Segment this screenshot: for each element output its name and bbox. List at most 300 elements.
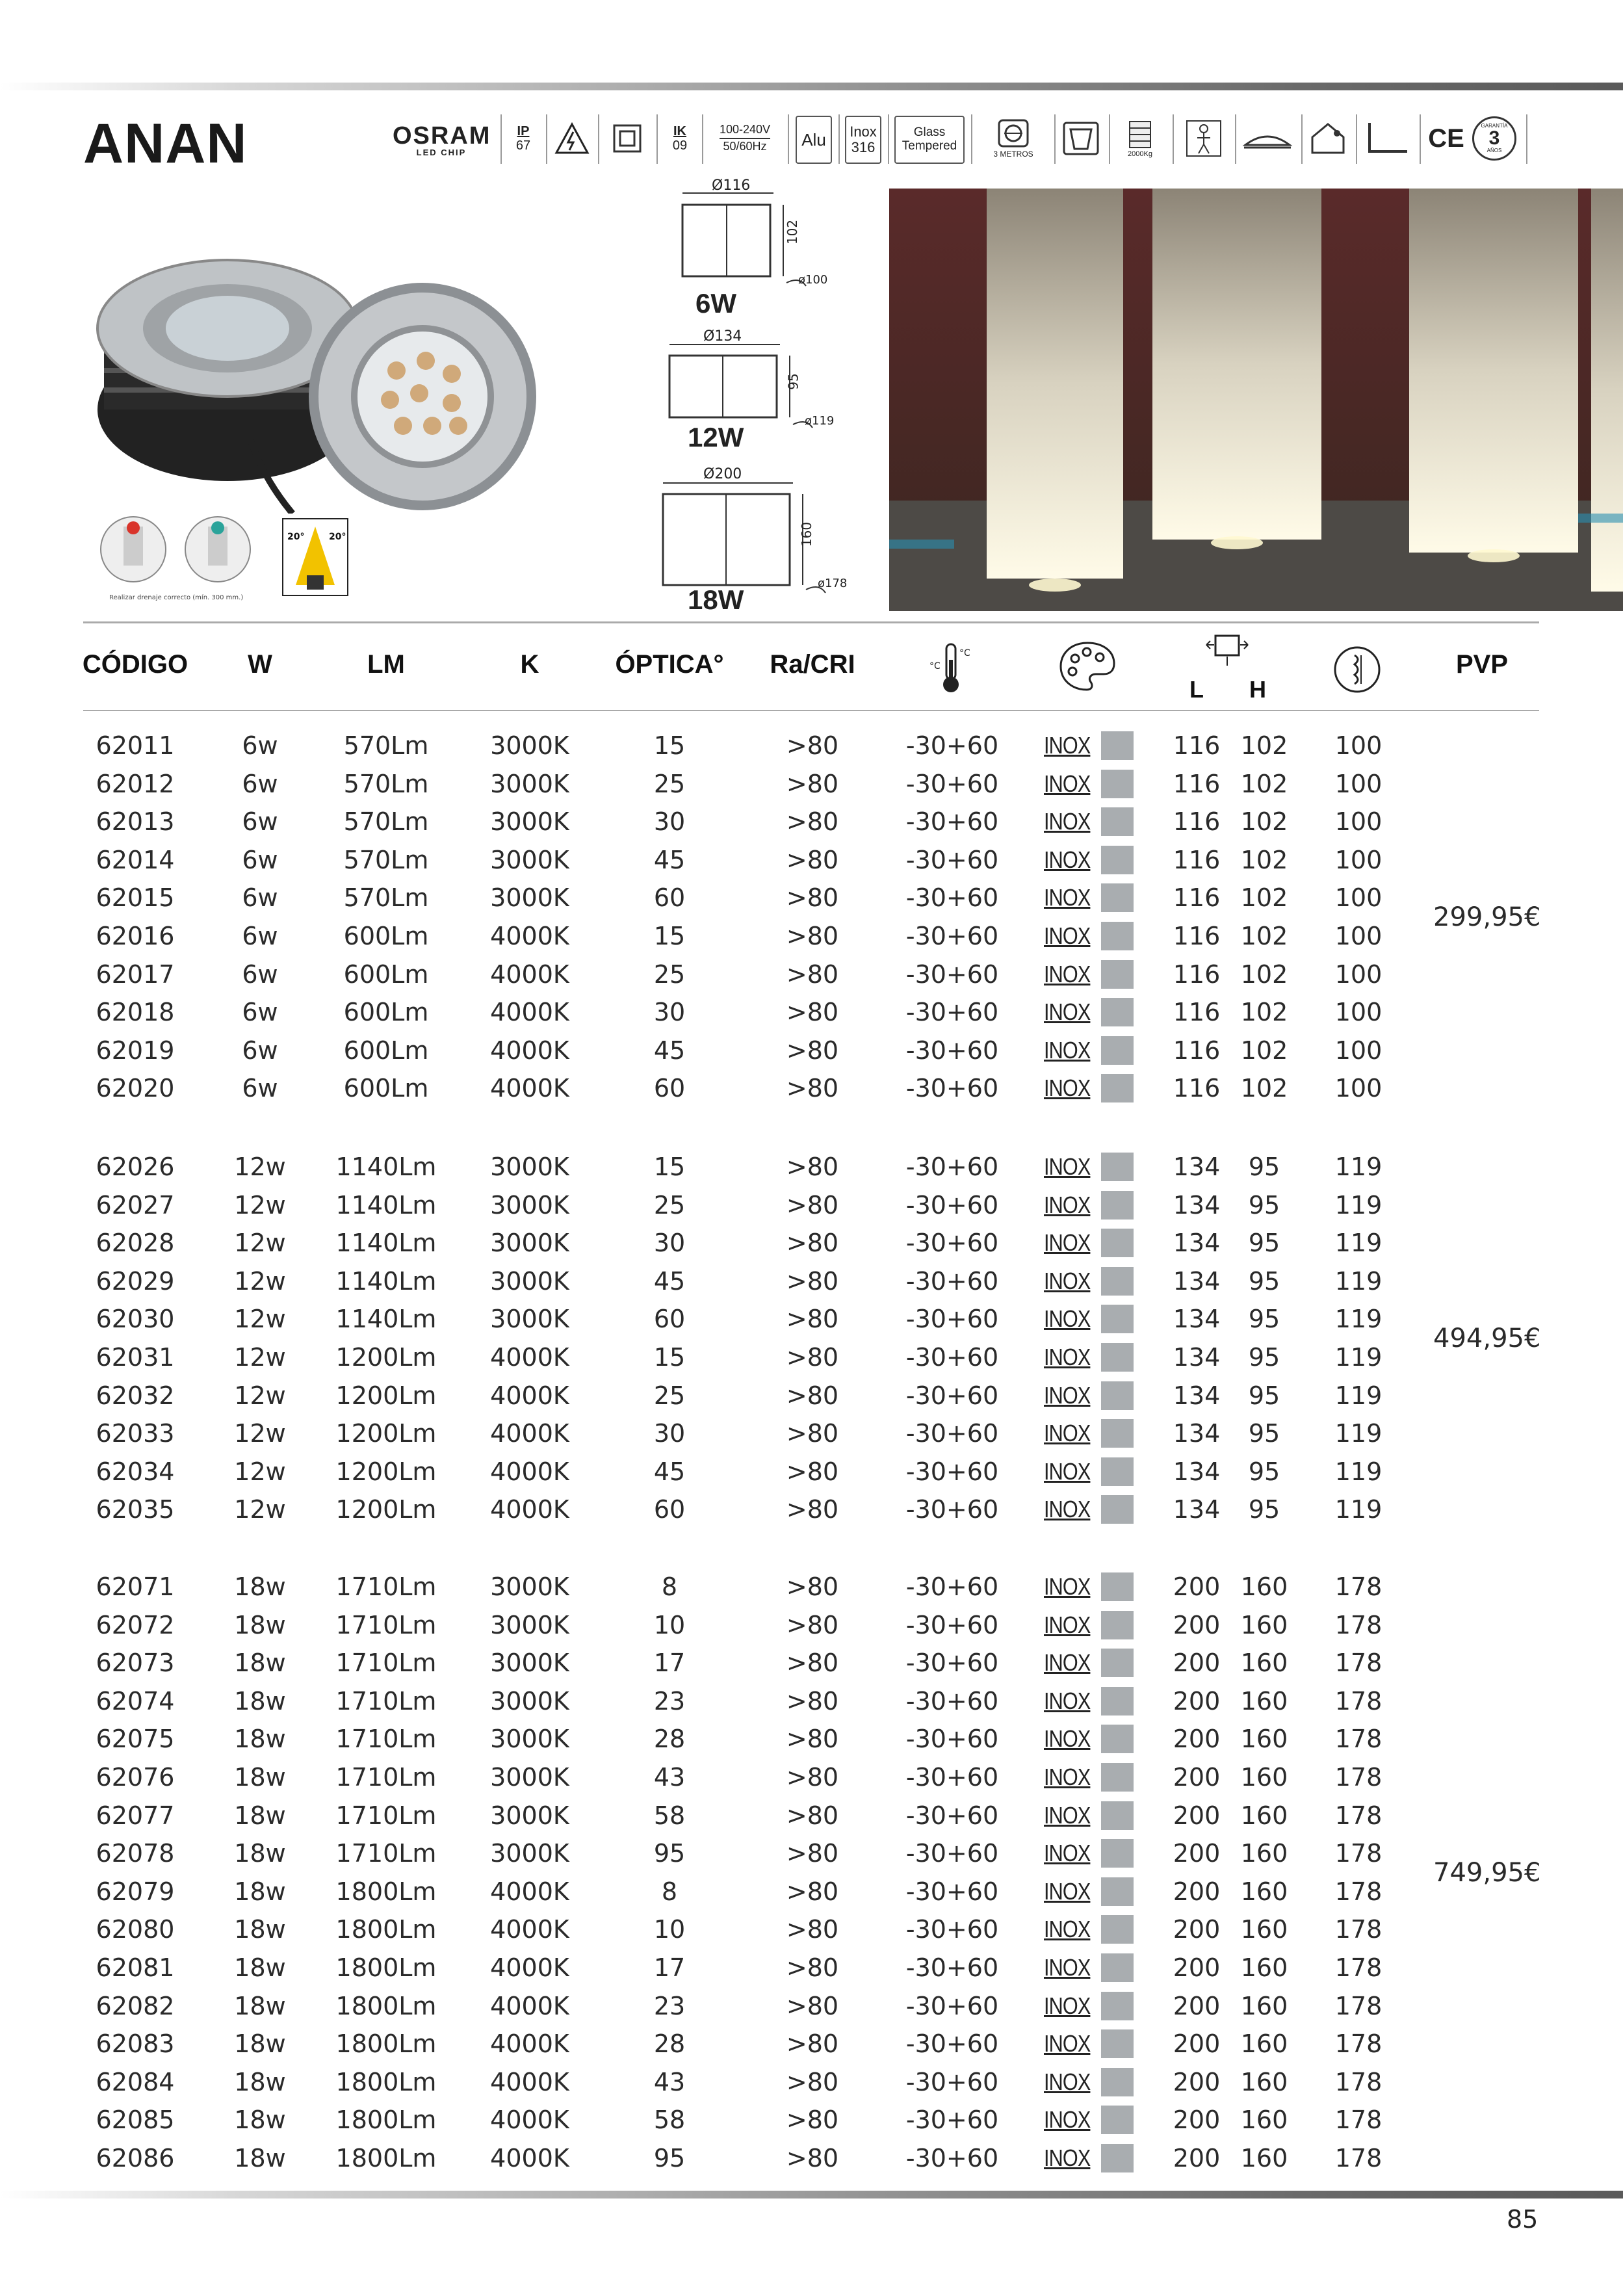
finish-label: INOX [1044, 1725, 1091, 1753]
cell-height: 160 [1240, 1877, 1288, 1906]
cell-kelvin: 3000K [490, 1649, 569, 1678]
cell-code: 62033 [96, 1419, 175, 1448]
cell-optic: 28 [653, 1725, 686, 1754]
cell-cri: >80 [786, 1343, 839, 1372]
finish-label: INOX [1044, 1381, 1091, 1409]
cell-temp-range: -30+60 [905, 1801, 999, 1830]
cell-cri: >80 [786, 769, 839, 798]
icon-separator [598, 114, 599, 164]
cell-length: 134 [1173, 1305, 1221, 1334]
cell-lumens: 570Lm [343, 807, 429, 837]
cell-optic: 15 [653, 731, 686, 760]
cell-power: 18w [234, 1991, 286, 2020]
cell-lumens: 1140Lm [335, 1305, 437, 1334]
col-header-l: L [1189, 676, 1204, 703]
cell-power: 18w [234, 1572, 286, 1601]
cell-code: 62032 [96, 1381, 175, 1410]
finish-cell [1044, 960, 1134, 989]
finish-swatch [1101, 883, 1134, 912]
finish-swatch [1101, 1229, 1134, 1257]
cell-code: 62083 [96, 2029, 175, 2059]
cell-temp-range: -30+60 [905, 1153, 999, 1181]
finish-swatch [1101, 1419, 1134, 1448]
cell-lumens: 1710Lm [335, 1572, 437, 1601]
cell-lumens: 1140Lm [335, 1229, 437, 1258]
finish-cell [1044, 1649, 1134, 1677]
icon-separator [656, 114, 658, 164]
finish-swatch [1101, 1839, 1134, 1868]
cell-cutout: 178 [1334, 1877, 1383, 1906]
icon-separator [971, 114, 972, 164]
cell-code: 62017 [96, 959, 175, 989]
cell-length: 116 [1173, 959, 1221, 989]
finish-label: INOX [1044, 1916, 1091, 1943]
cell-height: 102 [1240, 959, 1288, 989]
cell-height: 102 [1240, 731, 1288, 760]
recessed-housing-icon [1059, 116, 1102, 161]
cell-temp-range: -30+60 [905, 1305, 999, 1334]
cell-cutout: 100 [1334, 922, 1383, 950]
finish-swatch [1101, 2029, 1134, 2058]
cell-cri: >80 [786, 845, 839, 874]
icon-separator [1109, 114, 1110, 164]
finish-cell [1044, 1687, 1134, 1715]
palette-icon [1058, 640, 1117, 695]
cell-optic: 25 [653, 1190, 686, 1220]
finish-label: INOX [1044, 2145, 1091, 2171]
cell-code: 62015 [96, 883, 175, 913]
cell-cri: >80 [786, 1763, 839, 1792]
cell-length: 134 [1173, 1153, 1221, 1181]
cell-cutout: 119 [1334, 1495, 1383, 1524]
cell-height: 160 [1240, 1915, 1288, 1944]
cell-code: 62034 [96, 1457, 175, 1486]
finish-cell [1044, 1953, 1134, 1982]
cell-length: 116 [1173, 922, 1221, 950]
cell-power: 18w [234, 1725, 286, 1754]
finish-label: INOX [1044, 884, 1091, 911]
cell-optic: 30 [653, 807, 686, 837]
cell-power: 6w [242, 959, 278, 989]
finish-label: INOX [1044, 1801, 1091, 1829]
cell-kelvin: 4000K [490, 998, 569, 1027]
cell-height: 95 [1248, 1381, 1280, 1410]
cell-cri: >80 [786, 1649, 839, 1678]
cell-kelvin: 4000K [490, 2144, 569, 2172]
cell-length: 200 [1173, 1953, 1221, 1982]
cell-cutout: 178 [1334, 1801, 1383, 1830]
cell-cri: >80 [786, 1229, 839, 1258]
col-header-pvp: PVP [1455, 650, 1509, 679]
inox-grade: 316 [851, 139, 876, 155]
cell-power: 12w [234, 1153, 286, 1181]
cell-code: 62029 [96, 1266, 175, 1296]
hole-label: ø178 [818, 577, 848, 590]
power-label: 12W [688, 422, 744, 452]
hole-label: ø100 [798, 273, 828, 287]
cell-cri: >80 [786, 1305, 839, 1334]
cell-length: 200 [1173, 2106, 1221, 2135]
cell-kelvin: 3000K [490, 731, 569, 760]
icon-separator [546, 114, 547, 164]
finish-swatch [1101, 1649, 1134, 1677]
cell-height: 95 [1248, 1419, 1280, 1448]
cell-lumens: 600Lm [343, 1074, 429, 1103]
glass-label: Glass [913, 125, 946, 140]
cell-kelvin: 3000K [490, 1229, 569, 1258]
cell-length: 134 [1173, 1457, 1221, 1486]
cell-temp-range: -30+60 [905, 2067, 999, 2096]
cell-height: 160 [1240, 2067, 1288, 2096]
cell-lumens: 570Lm [343, 883, 429, 913]
cell-kelvin: 3000K [490, 769, 569, 798]
cell-lumens: 1800Lm [335, 2067, 437, 2096]
cable-caption: 3 METROS [993, 150, 1033, 159]
bottom-divider-bar [0, 2191, 1623, 2198]
finish-swatch [1101, 1877, 1134, 1906]
finish-label: INOX [1044, 1229, 1091, 1257]
icon-separator [1356, 114, 1357, 164]
cell-power: 6w [242, 883, 278, 913]
cell-cri: >80 [786, 2029, 839, 2059]
load-caption: 2000Kg [1128, 150, 1152, 158]
cell-optic: 10 [653, 1610, 686, 1639]
finish-swatch [1101, 770, 1134, 798]
cell-height: 102 [1240, 883, 1288, 913]
cell-length: 200 [1173, 1915, 1221, 1944]
finish-cell [1044, 846, 1134, 874]
cell-kelvin: 3000K [490, 1610, 569, 1639]
cell-length: 116 [1173, 807, 1221, 837]
cell-length: 200 [1173, 1801, 1221, 1830]
aluminium-icon [796, 116, 832, 164]
finish-swatch [1101, 1343, 1134, 1372]
cell-lumens: 1140Lm [335, 1190, 437, 1220]
price-cell: 299,95€ [1433, 902, 1541, 932]
cell-temp-range: -30+60 [905, 1381, 999, 1410]
cell-length: 200 [1173, 1877, 1221, 1906]
tempered-glass-icon [894, 116, 965, 164]
cell-cutout: 178 [1334, 2106, 1383, 2135]
cell-optic: 25 [653, 1381, 686, 1410]
ce-mark-icon [1423, 116, 1469, 161]
cell-length: 200 [1173, 1572, 1221, 1601]
finish-swatch [1101, 846, 1134, 874]
cell-kelvin: 4000K [490, 1991, 569, 2020]
finish-cell [1044, 1801, 1134, 1830]
cell-code: 62035 [96, 1495, 175, 1524]
voltage-label: 100-240V [720, 124, 770, 139]
cell-cutout: 178 [1334, 1610, 1383, 1639]
cell-temp-range: -30+60 [905, 1763, 999, 1792]
cell-power: 12w [234, 1381, 286, 1410]
finish-cell [1044, 1153, 1134, 1181]
cell-length: 200 [1173, 2029, 1221, 2059]
cell-height: 160 [1240, 1649, 1288, 1678]
outdoor-use-icon [1306, 116, 1349, 161]
height-label: 160 [799, 521, 815, 547]
cell-optic: 30 [653, 1229, 686, 1258]
cell-height: 102 [1240, 1074, 1288, 1103]
cell-code: 62027 [96, 1190, 175, 1220]
cell-cutout: 119 [1334, 1343, 1383, 1372]
cell-length: 134 [1173, 1343, 1221, 1372]
cell-lumens: 1800Lm [335, 1953, 437, 1982]
finish-cell [1044, 1229, 1134, 1257]
cell-cri: >80 [786, 1190, 839, 1220]
tempered-label: Tempered [902, 139, 957, 153]
finish-label: INOX [1044, 1687, 1091, 1714]
cell-power: 12w [234, 1305, 286, 1334]
hole-label: ø119 [805, 414, 835, 428]
finish-cell [1044, 998, 1134, 1026]
height-label: 102 [785, 219, 801, 245]
cell-length: 116 [1173, 845, 1221, 874]
cell-temp-range: -30+60 [905, 1419, 999, 1448]
installation-hints [97, 514, 357, 611]
cell-power: 12w [234, 1343, 286, 1372]
cell-kelvin: 4000K [490, 1381, 569, 1410]
cell-cri: >80 [786, 1572, 839, 1601]
cell-kelvin: 3000K [490, 1763, 569, 1792]
table-header-top-rule [83, 621, 1539, 623]
cell-cutout: 178 [1334, 2029, 1383, 2059]
cell-kelvin: 4000K [490, 2106, 569, 2135]
price-cell: 494,95€ [1433, 1323, 1541, 1353]
cell-optic: 45 [653, 1036, 686, 1065]
cell-cri: >80 [786, 807, 839, 837]
cell-cutout: 178 [1334, 1763, 1383, 1792]
finish-label: INOX [1044, 770, 1091, 797]
cell-cutout: 119 [1334, 1457, 1383, 1486]
finish-label: INOX [1044, 846, 1091, 873]
finish-swatch [1101, 1725, 1134, 1753]
finish-swatch [1101, 731, 1134, 760]
cell-cri: >80 [786, 1457, 839, 1486]
cell-kelvin: 4000K [490, 2067, 569, 2096]
cell-power: 18w [234, 1839, 286, 1868]
top-divider-bar [0, 83, 1623, 90]
cell-temp-range: -30+60 [905, 1725, 999, 1754]
finish-swatch [1101, 1457, 1134, 1486]
cell-temp-range: -30+60 [905, 807, 999, 837]
cell-optic: 30 [653, 998, 686, 1027]
cell-temp-range: -30+60 [905, 959, 999, 989]
cell-lumens: 600Lm [343, 959, 429, 989]
finish-cell [1044, 1267, 1134, 1296]
finish-cell [1044, 1992, 1134, 2020]
finish-label: INOX [1044, 1992, 1091, 2019]
cell-cri: >80 [786, 1991, 839, 2020]
cell-code: 62086 [96, 2144, 175, 2172]
power-label: 18W [688, 584, 744, 615]
finish-label: INOX [1044, 998, 1091, 1026]
cell-height: 102 [1240, 769, 1288, 798]
ik-label: IK [673, 124, 686, 138]
cell-kelvin: 4000K [490, 1074, 569, 1103]
finish-swatch [1101, 1036, 1134, 1065]
cell-cutout: 100 [1334, 883, 1383, 913]
cell-cri: >80 [786, 2106, 839, 2135]
price-cell: 749,95€ [1433, 1857, 1541, 1888]
cell-code: 62084 [96, 2067, 175, 2096]
cell-kelvin: 3000K [490, 1190, 569, 1220]
cell-length: 200 [1173, 1610, 1221, 1639]
cell-cri: >80 [786, 1915, 839, 1944]
product-image [91, 195, 611, 514]
cell-cutout: 178 [1334, 1839, 1383, 1868]
finish-label: INOX [1044, 1840, 1091, 1867]
cell-lumens: 1200Lm [335, 1343, 437, 1372]
material-label: Alu [801, 129, 826, 150]
cell-optic: 15 [653, 1153, 686, 1181]
finish-cell [1044, 1877, 1134, 1906]
walk-over-icon [1178, 116, 1230, 161]
page-number: 85 [1507, 2205, 1539, 2234]
finish-cell [1044, 1611, 1134, 1639]
finish-cell [1044, 770, 1134, 798]
cell-code: 62085 [96, 2106, 175, 2135]
cell-code: 62019 [96, 1036, 175, 1065]
cell-lumens: 1710Lm [335, 1839, 437, 1868]
cell-length: 200 [1173, 1763, 1221, 1792]
cell-cri: >80 [786, 1725, 839, 1754]
cell-cutout: 119 [1334, 1381, 1383, 1410]
col-header-lm: LM [367, 650, 405, 679]
cell-lumens: 570Lm [343, 845, 429, 874]
dimensions-icon [1201, 631, 1253, 672]
cell-height: 160 [1240, 2029, 1288, 2059]
cell-kelvin: 4000K [490, 1457, 569, 1486]
cell-length: 200 [1173, 1686, 1221, 1715]
finish-swatch [1101, 1074, 1134, 1102]
wrong-install-icon [127, 521, 140, 534]
finish-label: INOX [1044, 1496, 1091, 1523]
cell-temp-range: -30+60 [905, 2106, 999, 2135]
ik-value: 09 [672, 138, 688, 153]
ip-label: IP [517, 124, 530, 138]
cell-cutout: 178 [1334, 1649, 1383, 1678]
cell-cutout: 100 [1334, 998, 1383, 1027]
cell-cri: >80 [786, 731, 839, 760]
cell-temp-range: -30+60 [905, 1036, 999, 1065]
cell-optic: 8 [661, 1572, 678, 1601]
cell-code: 62012 [96, 769, 175, 798]
finish-cell [1044, 1343, 1134, 1372]
cell-optic: 43 [653, 1763, 686, 1792]
cell-code: 62014 [96, 845, 175, 874]
cell-lumens: 1710Lm [335, 1686, 437, 1715]
cell-kelvin: 3000K [490, 1839, 569, 1868]
cell-code: 62018 [96, 998, 175, 1027]
finish-cell [1044, 1495, 1134, 1524]
electrical-warning-icon [552, 116, 591, 161]
cell-cri: >80 [786, 1495, 839, 1524]
cell-power: 18w [234, 2106, 286, 2135]
cell-temp-range: -30+60 [905, 1610, 999, 1639]
cell-height: 160 [1240, 1610, 1288, 1639]
cell-cutout: 100 [1334, 959, 1383, 989]
cell-cutout: 178 [1334, 1686, 1383, 1715]
finish-label: INOX [1044, 1036, 1091, 1063]
finish-label: INOX [1044, 1611, 1091, 1638]
cell-cutout: 100 [1334, 845, 1383, 874]
cell-kelvin: 4000K [490, 1953, 569, 1982]
cell-optic: 23 [653, 1991, 686, 2020]
cell-lumens: 1200Lm [335, 1457, 437, 1486]
cell-cutout: 100 [1334, 1036, 1383, 1065]
svg-text:°C: °C [959, 648, 970, 659]
diameter-label: Ø116 [712, 177, 751, 194]
finish-cell [1044, 2068, 1134, 2096]
cell-length: 116 [1173, 769, 1221, 798]
cell-cutout: 100 [1334, 1074, 1383, 1103]
cell-code: 62031 [96, 1343, 175, 1372]
cell-optic: 10 [653, 1915, 686, 1944]
cell-cri: >80 [786, 998, 839, 1027]
finish-label: INOX [1044, 1191, 1091, 1218]
finish-swatch [1101, 1801, 1134, 1830]
cell-height: 160 [1240, 1991, 1288, 2020]
finish-swatch [1101, 1915, 1134, 1944]
load-capacity-icon [1114, 116, 1166, 161]
cell-optic: 95 [653, 1839, 686, 1868]
cell-power: 6w [242, 1036, 278, 1065]
cell-cri: >80 [786, 1153, 839, 1181]
finish-swatch [1101, 960, 1134, 989]
cell-code: 62013 [96, 807, 175, 837]
cell-height: 95 [1248, 1343, 1280, 1372]
cell-power: 6w [242, 731, 278, 760]
cell-cri: >80 [786, 922, 839, 950]
cell-length: 116 [1173, 883, 1221, 913]
cell-height: 102 [1240, 807, 1288, 837]
cell-height: 160 [1240, 1839, 1288, 1868]
cell-cutout: 119 [1334, 1305, 1383, 1334]
cell-lumens: 1710Lm [335, 1801, 437, 1830]
icon-separator [702, 114, 703, 164]
diameter-label: Ø134 [703, 328, 742, 345]
cell-length: 116 [1173, 731, 1221, 760]
cell-power: 6w [242, 807, 278, 837]
cell-height: 95 [1248, 1266, 1280, 1296]
cell-height: 160 [1240, 1801, 1288, 1830]
finish-label: INOX [1044, 1649, 1091, 1676]
floor-light-icon [1240, 116, 1295, 161]
finish-label: INOX [1044, 2030, 1091, 2057]
cell-cutout: 100 [1334, 731, 1383, 760]
cell-cutout: 119 [1334, 1190, 1383, 1220]
cell-lumens: 1200Lm [335, 1495, 437, 1524]
cell-power: 18w [234, 2067, 286, 2096]
cell-optic: 58 [653, 2106, 686, 2135]
cell-length: 200 [1173, 2144, 1221, 2172]
cell-height: 102 [1240, 922, 1288, 950]
finish-swatch [1101, 2144, 1134, 2172]
cell-length: 200 [1173, 1649, 1221, 1678]
finish-swatch [1101, 2068, 1134, 2096]
cell-lumens: 1710Lm [335, 1725, 437, 1754]
cell-power: 18w [234, 2144, 286, 2172]
cell-power: 6w [242, 769, 278, 798]
finish-label: INOX [1044, 1420, 1091, 1447]
cell-length: 134 [1173, 1266, 1221, 1296]
cell-code: 62026 [96, 1153, 175, 1181]
cell-cri: >80 [786, 1801, 839, 1830]
finish-swatch [1101, 1381, 1134, 1410]
cell-cri: >80 [786, 2144, 839, 2172]
cell-lumens: 1800Lm [335, 2106, 437, 2135]
